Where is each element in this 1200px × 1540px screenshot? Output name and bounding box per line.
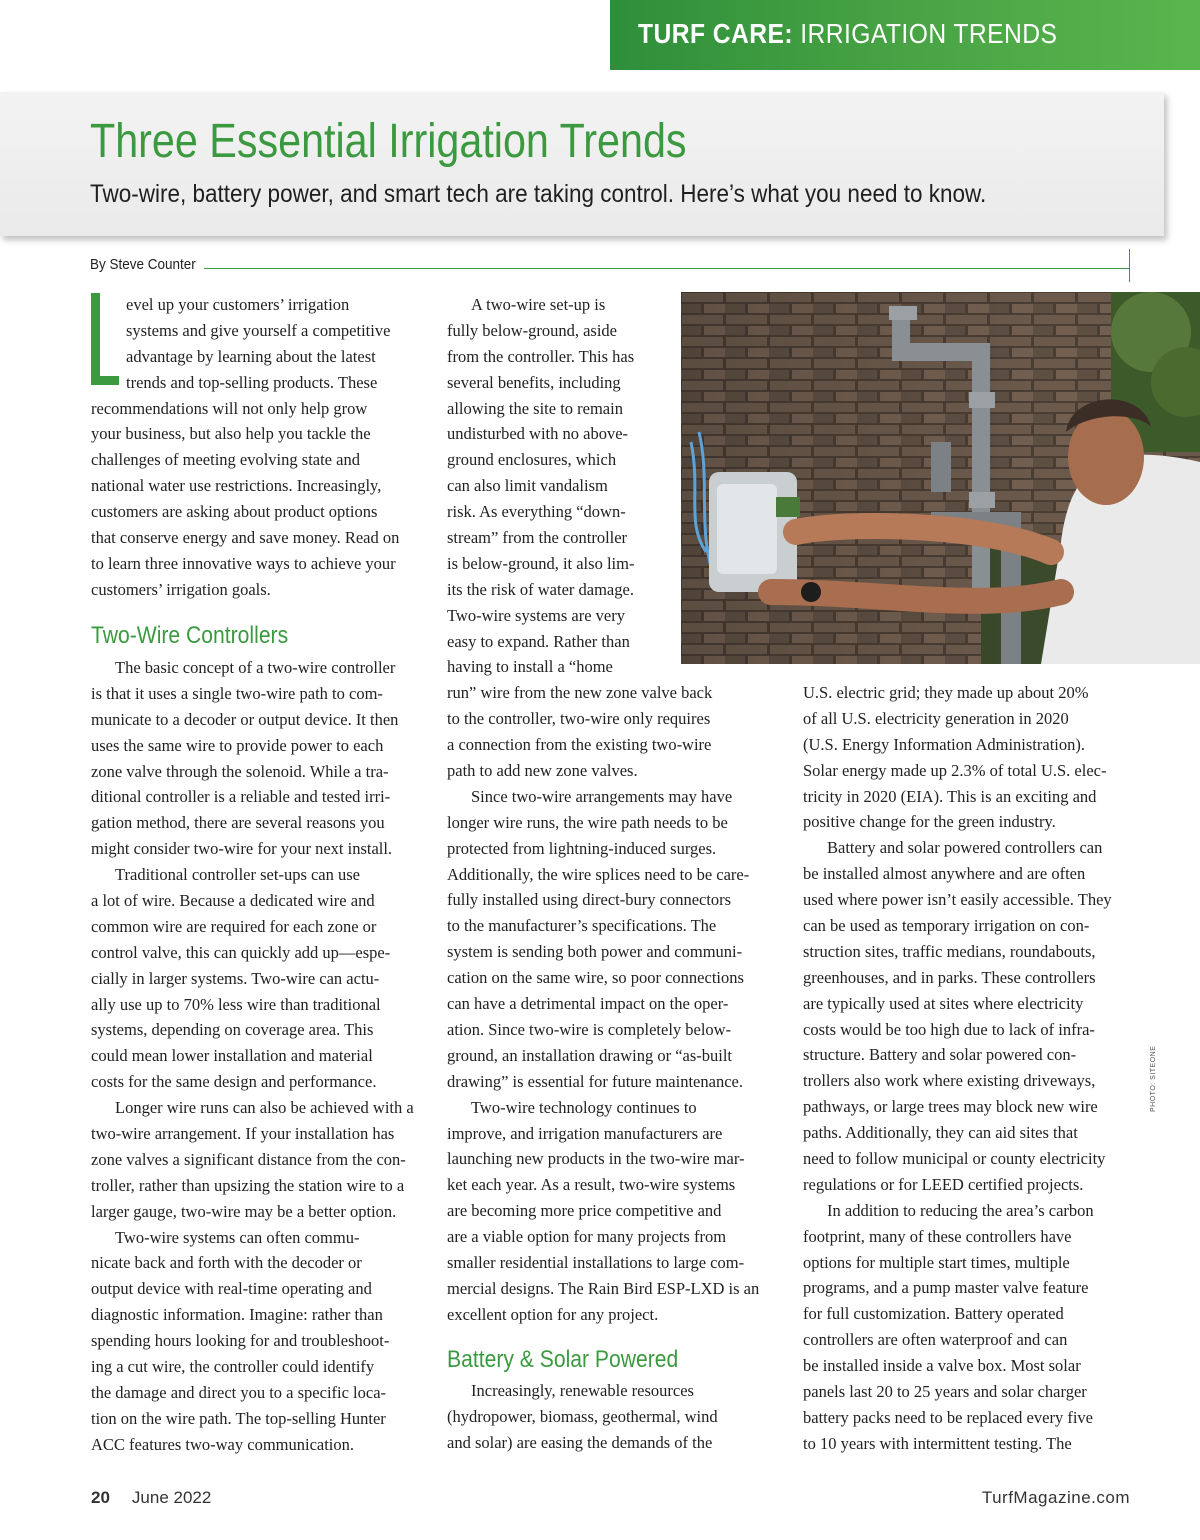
title-box <box>0 92 1164 236</box>
article-deck: Two-wire, battery power, and smart tech are taking control. Here’s what you need to know. <box>90 180 987 208</box>
text-line: nicate back and forth with the decoder or <box>91 1253 362 1273</box>
text-line: run” wire from the new zone valve back <box>447 683 713 703</box>
text-line: that conserve energy and save money. Read on <box>91 528 400 548</box>
text-line: Increasingly, renewable resources <box>471 1381 694 1400</box>
text-line: U.S. electric grid; they made up about 20% <box>803 683 1089 702</box>
text-line: footprint, many of these controllers have <box>803 1226 1072 1246</box>
text-line: national water use restrictions. Increasingly, <box>91 476 382 496</box>
text-line: In addition to reducing the area’s carbon <box>827 1200 1094 1220</box>
text-line: path to add new zone valves. <box>447 761 638 781</box>
text-line: gation method, there are several reasons you <box>91 813 385 833</box>
text-line: its the risk of water damage. <box>447 579 634 599</box>
text-line: control valve, this can quickly add up—espe- <box>91 942 391 962</box>
text-line: to the manufacturer’s specifications. The <box>447 916 717 936</box>
text-line: regulations or for LEED certified projects. <box>803 1174 1084 1194</box>
text-line: are typically used at sites where electricity <box>803 993 1084 1013</box>
footer-left <box>91 1488 211 1508</box>
text-line: are becoming more price competitive and <box>447 1201 722 1221</box>
text-line: systems, depending on coverage area. This <box>91 1020 374 1040</box>
text-line: customers’ irrigation goals. <box>91 579 271 599</box>
text-line: uses the same wire to provide power to each <box>91 735 384 755</box>
text-line: two-wire arrangement. If your installation has <box>91 1124 395 1144</box>
issue-date: June 2022 <box>131 1488 212 1507</box>
byline-rule <box>204 268 1130 269</box>
text-line: trends and top-selling products. These <box>126 372 378 392</box>
footer-site: TurfMagazine.com <box>981 1488 1130 1507</box>
column-1 <box>91 292 421 603</box>
text-line: systems and give yourself a competitive <box>126 320 391 340</box>
text-line: diagnostic information. Imagine: rather than <box>91 1305 383 1325</box>
text-line: options for multiple start times, multiple <box>803 1252 1070 1272</box>
text-line: ket each year. As a result, two-wire systems <box>447 1175 736 1195</box>
text-line: paths. Additionally, they can aid sites that <box>803 1123 1078 1143</box>
text-line: drawing” is essential for future maintenance. <box>447 1071 743 1091</box>
text-line: evel up your customers’ irrigation <box>126 295 350 314</box>
text-line: ally use up to 70% less wire than traditional <box>91 994 381 1014</box>
text-line: Two-wire systems are very <box>447 605 625 625</box>
text-line: ation. Since two-wire is completely below- <box>447 1019 732 1039</box>
text-line: to the controller, two-wire only requires <box>447 709 711 729</box>
column-2 <box>447 292 777 1328</box>
text-line: longer wire runs, the wire path needs to be <box>447 812 728 832</box>
text-line: struction sites, traffic medians, roundabouts, <box>803 941 1096 961</box>
text-line: (U.S. Energy Information Administration). <box>803 734 1085 754</box>
text-line: Traditional controller set-ups can use <box>115 865 361 885</box>
text-line: the damage and direct you to a specific loca- <box>91 1382 387 1402</box>
text-line: smaller residential installations to large com- <box>447 1252 745 1272</box>
text-line: cially in larger systems. Two-wire can actu- <box>91 968 380 988</box>
text-line: costs for the same design and performance. <box>91 1072 377 1092</box>
text-line: Since two-wire arrangements may have <box>471 786 733 806</box>
text-line: is that it uses a single two-wire path to com- <box>91 683 383 703</box>
text-line: spending hours looking for and troubleshoot- <box>91 1331 390 1351</box>
text-line: having to install a “home <box>447 657 613 677</box>
text-line: a connection from the existing two-wire <box>447 735 712 755</box>
text-line: zone valves a significant distance from the con- <box>91 1149 406 1169</box>
text-line: troller, rather than upsizing the station wire to a <box>91 1175 405 1195</box>
text-line: can also limit vandalism <box>447 476 608 496</box>
text-line: (hydropower, biomass, geothermal, wind <box>447 1406 718 1426</box>
text-line: costs would be too high due to lack of infra- <box>803 1019 1095 1039</box>
text-line: advantage by learning about the latest <box>126 346 376 366</box>
section-banner-label: TURF CARE: IRRIGATION TRENDS <box>638 18 1058 49</box>
text-line: to learn three innovative ways to achieve your <box>91 553 396 573</box>
page-number: 20 <box>91 1488 110 1507</box>
text-line: fully below-ground, aside <box>447 320 618 340</box>
text-line: system is sending both power and communi- <box>447 942 743 962</box>
text-line: tion on the wire path. The top-selling Hunter <box>91 1408 386 1428</box>
column-2-body2 <box>447 1378 777 1456</box>
text-line: battery packs need to be replaced every five <box>803 1407 1093 1427</box>
text-line: and solar) are easing the demands of the <box>447 1432 713 1452</box>
text-line: ground, an installation drawing or “as-built <box>447 1045 733 1065</box>
text-line: can have a detrimental impact on the oper- <box>447 994 729 1014</box>
text-line: ACC features two-way communication. <box>91 1434 355 1454</box>
text-line: Additionally, the wire splices need to be care- <box>447 864 750 884</box>
text-line: challenges of meeting evolving state and <box>91 450 360 470</box>
text-line: Two-wire systems can often commu- <box>115 1227 360 1247</box>
text-line: a lot of wire. Because a dedicated wire and <box>91 891 375 911</box>
text-line: panels last 20 to 25 years and solar charger <box>803 1382 1087 1402</box>
text-line: recommendations will not only help grow <box>91 398 368 418</box>
subhead-two-wire: Two-Wire Controllers <box>91 622 289 649</box>
text-line: larger gauge, two-wire may be a better option. <box>91 1201 397 1221</box>
text-line: easy to expand. Rather than <box>447 631 630 651</box>
text-line: customers are asking about product options <box>91 502 378 522</box>
text-line: allowing the site to remain <box>447 398 623 418</box>
text-line: mercial designs. The Rain Bird ESP-LXD is an <box>447 1278 760 1298</box>
text-line: is below-ground, it also lim- <box>447 553 635 573</box>
text-line: tricity in 2020 (EIA). This is an exciting and <box>803 786 1097 806</box>
text-line: from the controller. This has <box>447 346 635 366</box>
text-line: A two-wire set-up is <box>471 295 606 314</box>
text-line: The basic concept of a two-wire controller <box>115 658 396 677</box>
text-line: fully installed using direct-bury connectors <box>447 890 732 910</box>
text-line: are a viable option for many projects from <box>447 1227 727 1247</box>
column-1-body <box>91 655 421 1458</box>
article-title: Three Essential Irrigation Trends <box>90 115 687 168</box>
text-line: several benefits, including <box>447 372 621 392</box>
column-3 <box>803 680 1133 1457</box>
text-line: greenhouses, and in parks. These controllers <box>803 967 1096 987</box>
text-line: need to follow municipal or county electricity <box>803 1149 1106 1169</box>
text-line: controllers are often waterproof and can <box>803 1330 1068 1350</box>
text-line: can be used as temporary irrigation on con- <box>803 916 1090 936</box>
text-line: be installed inside a valve box. Most solar <box>803 1356 1081 1376</box>
text-line: launching new products in the two-wire mar- <box>447 1149 745 1169</box>
section-banner <box>610 0 1200 70</box>
text-line: undisturbed with no above- <box>447 424 629 444</box>
subhead-battery-solar: Battery & Solar Powered <box>447 1346 679 1373</box>
text-line: protected from lightning-induced surges. <box>447 838 717 858</box>
text-line: to 10 years with intermittent testing. The <box>803 1433 1072 1453</box>
text-line: cation on the same wire, so poor connections <box>447 968 744 988</box>
text-line: ditional controller is a reliable and tested irri- <box>91 787 391 807</box>
text-line: of all U.S. electricity generation in 2020 <box>803 708 1069 728</box>
byline-row <box>90 256 1130 276</box>
text-line: zone valve through the solenoid. While a tra- <box>91 761 389 781</box>
text-line: excellent option for any project. <box>447 1304 659 1324</box>
text-line: ing a cut wire, the controller could identify <box>91 1357 375 1377</box>
text-line: common wire are required for each zone or <box>91 916 377 936</box>
text-line: be installed almost anywhere and are often <box>803 864 1086 884</box>
text-line: might consider two-wire for your next install. <box>91 839 393 859</box>
text-line: risk. As everything “down- <box>447 502 626 522</box>
byline: By Steve Counter <box>90 256 196 273</box>
text-line: for full customization. Battery operated <box>803 1304 1064 1324</box>
text-line: used where power isn’t easily accessible. They <box>803 890 1112 910</box>
text-line: structure. Battery and solar powered con- <box>803 1045 1077 1065</box>
text-line: municate to a decoder or output device. It then <box>91 709 399 729</box>
text-line: your business, but also help you tackle the <box>91 424 371 444</box>
text-line: ground enclosures, which <box>447 450 617 470</box>
text-line: Solar energy made up 2.3% of total U.S. elec- <box>803 760 1107 780</box>
text-line: improve, and irrigation manufacturers are <box>447 1123 723 1143</box>
text-line: pathways, or large trees may block new wire <box>803 1097 1098 1117</box>
text-line: output device with real-time operating and <box>91 1279 372 1299</box>
photo-credit: PHOTO: SITEONE <box>1150 1045 1157 1112</box>
text-line: stream” from the controller <box>447 528 628 548</box>
text-line: programs, and a pump master valve feature <box>803 1278 1089 1298</box>
text-line: could mean lower installation and material <box>91 1046 373 1066</box>
text-line: Battery and solar powered controllers can <box>827 838 1103 858</box>
text-line: Longer wire runs can also be achieved with a <box>115 1098 414 1118</box>
text-line: Two-wire technology continues to <box>471 1097 697 1117</box>
text-line: trollers also work where existing driveways, <box>803 1071 1096 1091</box>
text-line: positive change for the green industry. <box>803 812 1056 832</box>
